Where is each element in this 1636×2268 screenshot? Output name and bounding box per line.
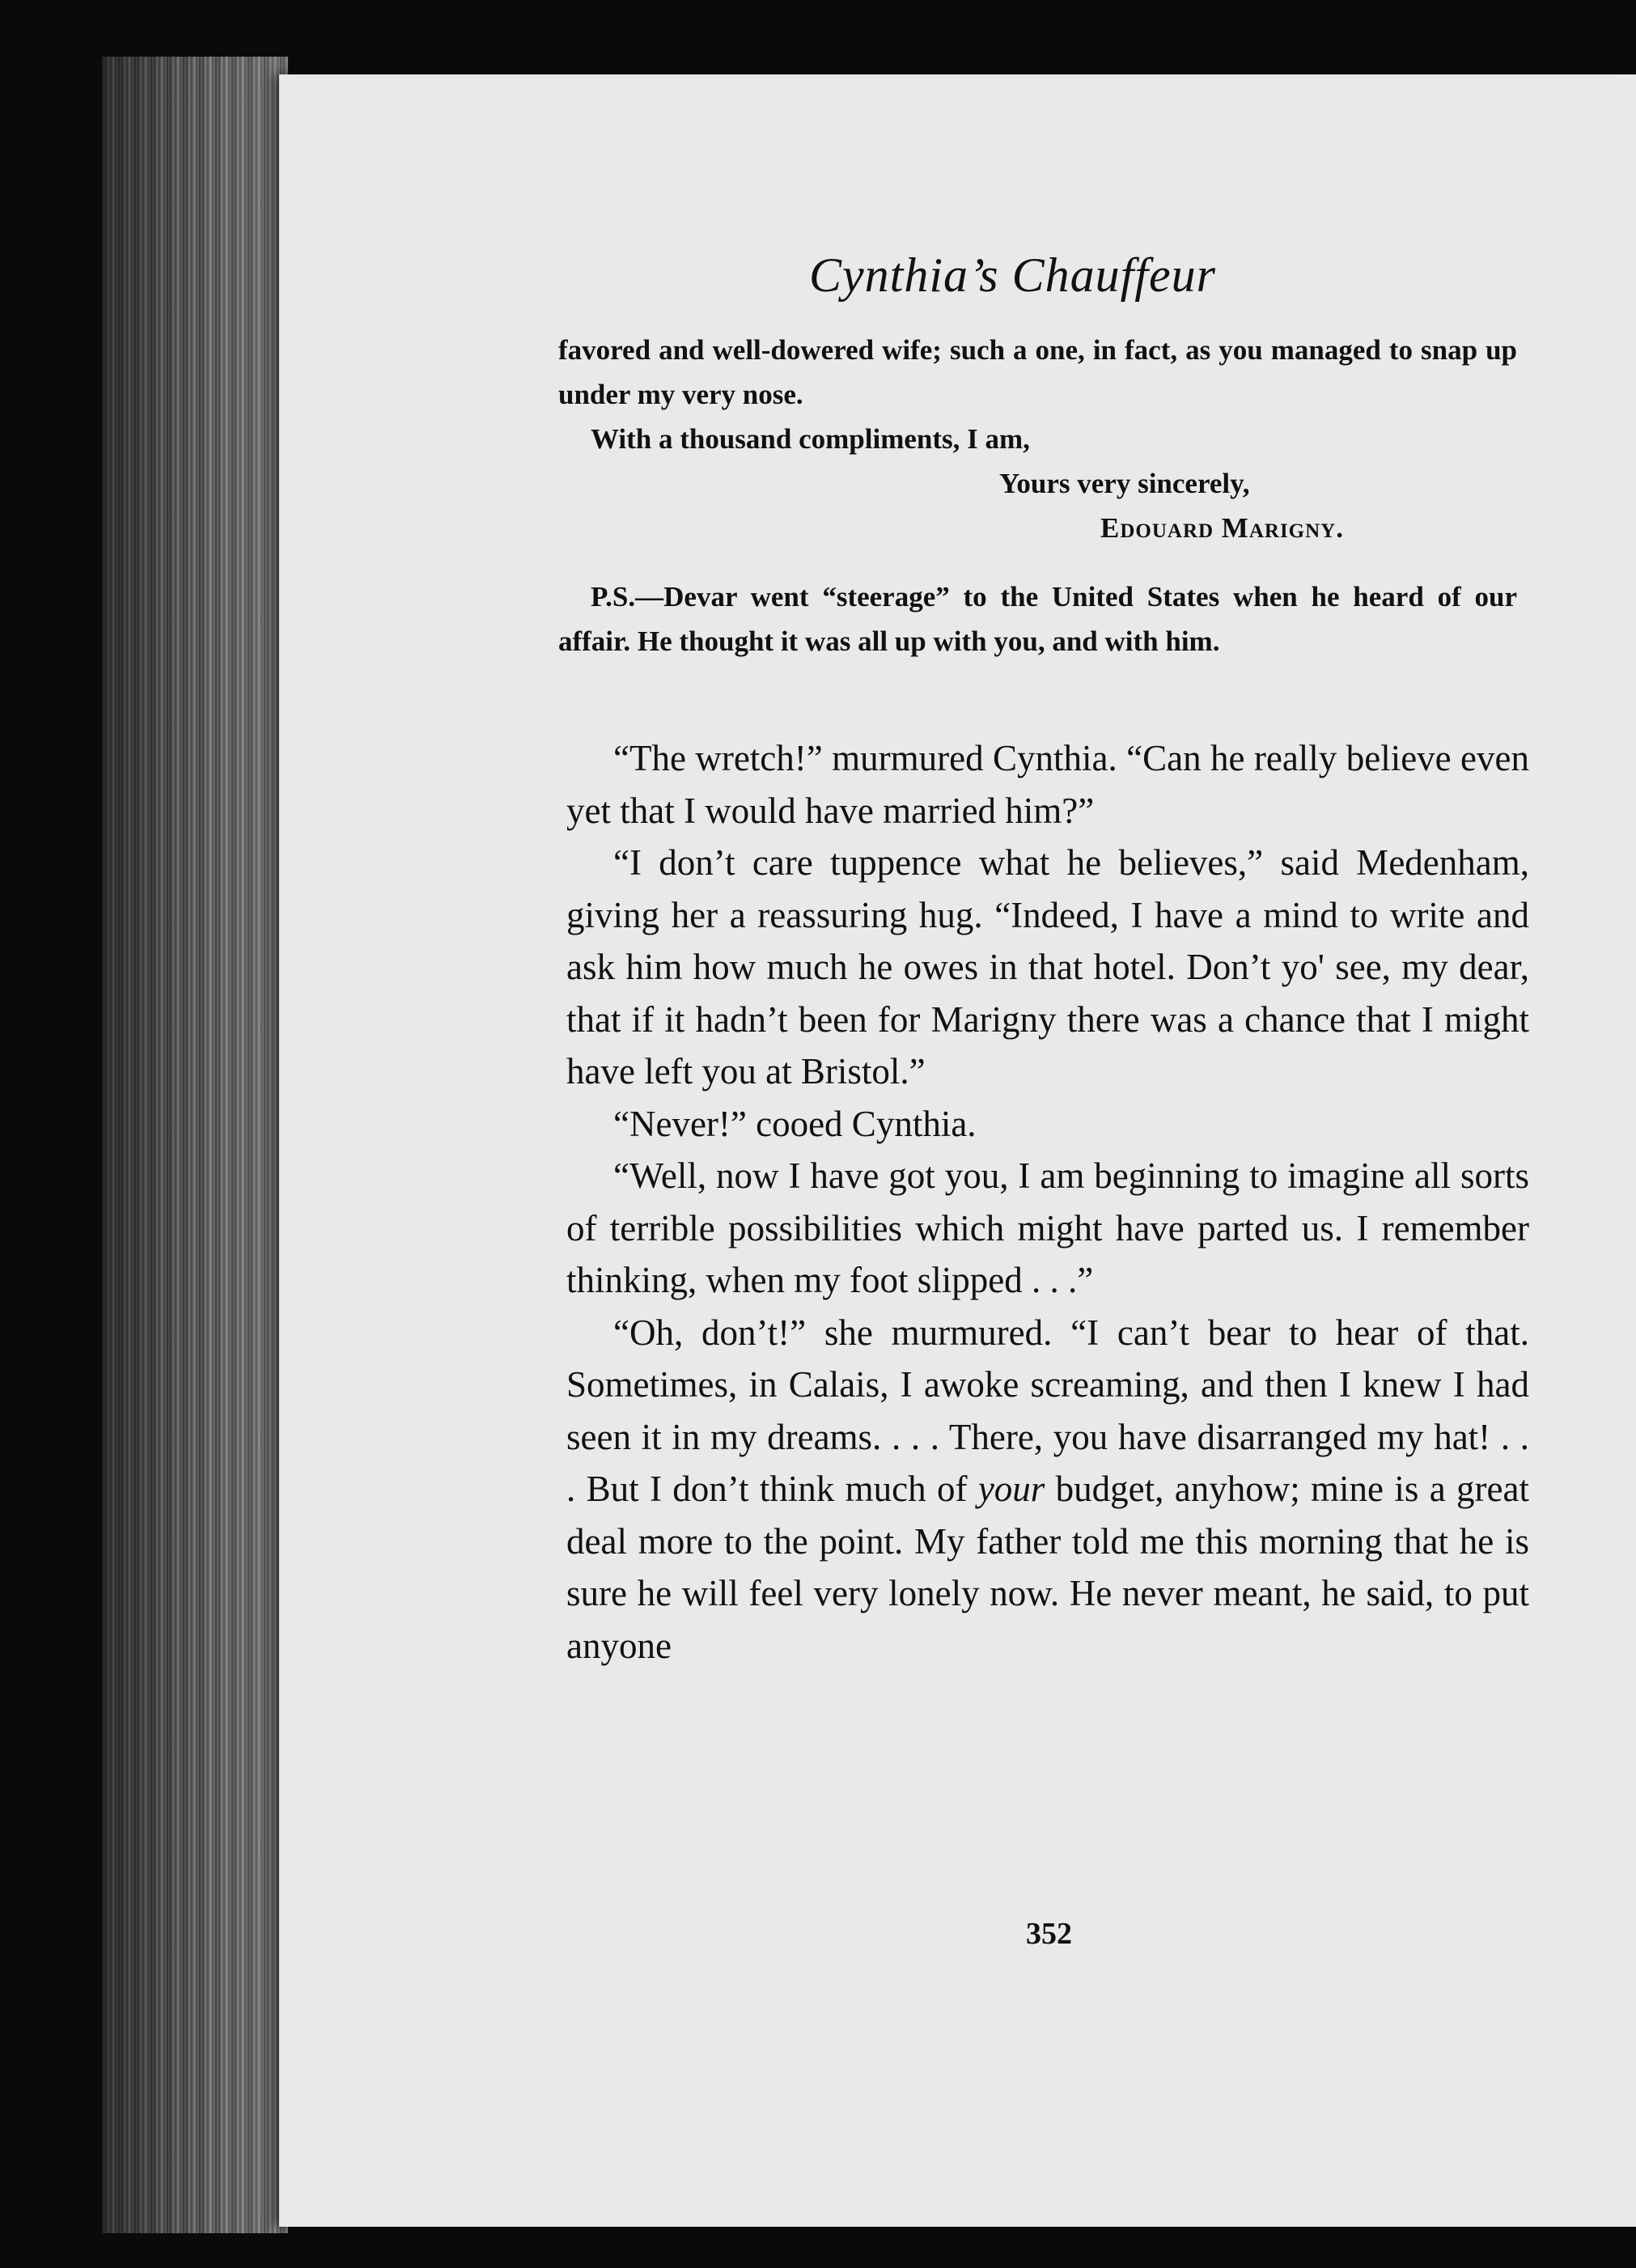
- letter-signature: Edouard Marigny.: [1100, 512, 1344, 544]
- paragraph: [566, 1307, 1529, 1672]
- paragraph-text: “Oh, don’t!” she murmured. “I can’t bear to hear of that. Sometimes, in Calais, I awoke screaming, and then I knew I had seen it in my dreams. . . . There, you have disarranged my hat! . . . But I don’t think much of: [566, 1312, 1529, 1509]
- letter-excerpt: [558, 328, 1517, 663]
- running-head: Cynthia’s Chauffeur: [809, 248, 1216, 302]
- letter-postscript: P.S.—Devar went “steerage” to the United States when he heard of our affair. He thought it was all up with you, and with him.: [558, 581, 1517, 657]
- letter-continuation: favored and well-dowered wife; such a one, in fact, as you managed to snap up under my very nose.: [558, 334, 1517, 410]
- body-text: [566, 732, 1529, 1672]
- page-number: 352: [1026, 1917, 1072, 1951]
- emphasized-word: your: [977, 1469, 1045, 1509]
- paragraph: “I don’t care tuppence what he believes,” said Medenham, giving her a reassuring hug. “Indeed, I have a mind to write and ask him how much he owes in that hotel. Don’t yo' see, my dear, that if it hadn’t been for Marigny there was a chance that I might have left you at Bristol.”: [566, 842, 1529, 1092]
- paragraph: “Well, now I have got you, I am beginning to imagine all sorts of terrible possibilities which might have parted us. I remember thinking, when my foot slipped . . .”: [566, 1155, 1529, 1300]
- paragraph-text: budget, anyhow; mine is a great deal more to the point. My father told me this morning that he is sure he will feel very lonely now. He never meant, he said, to put anyone: [566, 1469, 1529, 1666]
- paragraph: “Never!” cooed Cynthia.: [613, 1103, 977, 1144]
- letter-closing: Yours very sincerely,: [999, 468, 1250, 499]
- book-page-edges: [102, 57, 288, 2233]
- paragraph: “The wretch!” murmured Cynthia. “Can he really believe even yet that I would have married him?”: [566, 738, 1529, 831]
- letter-compliments: With a thousand compliments, I am,: [591, 423, 1030, 455]
